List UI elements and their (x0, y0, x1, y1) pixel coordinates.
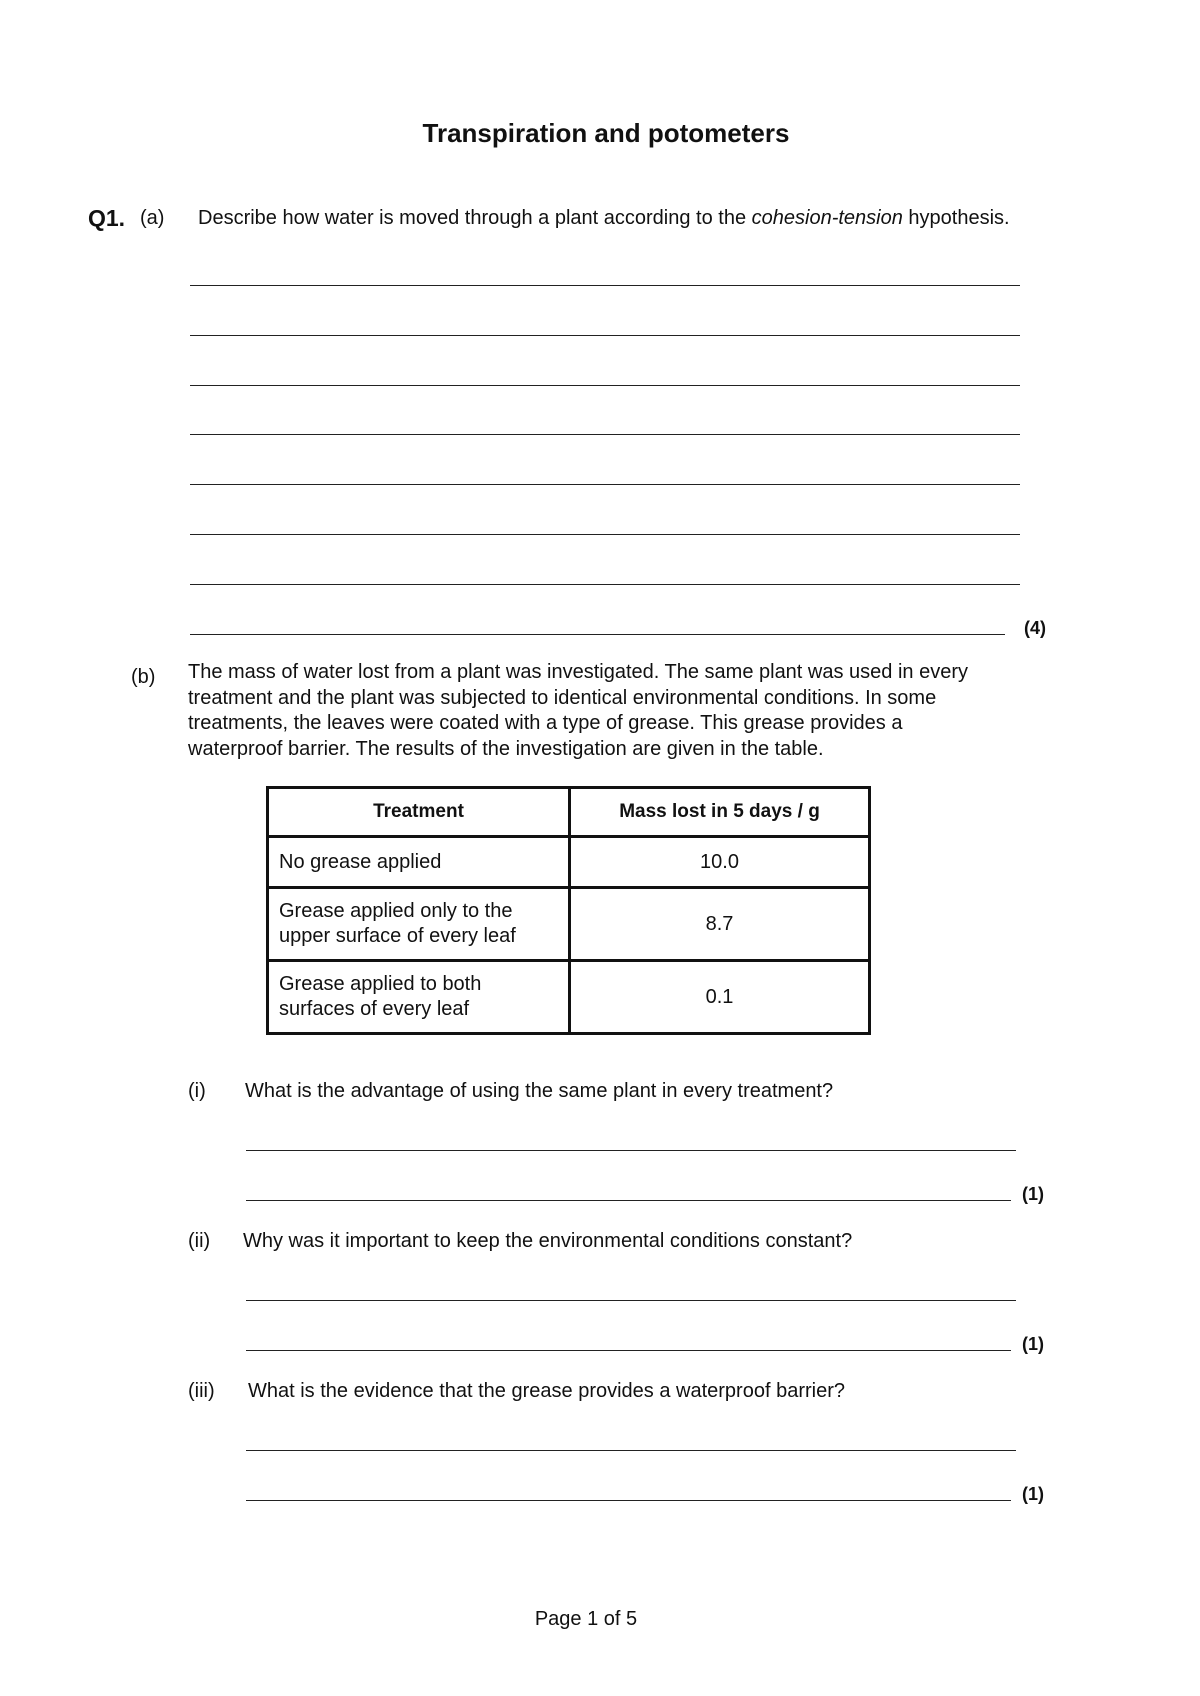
question-number: Q1. (88, 205, 126, 231)
part-iii-label: (iii) (188, 1380, 215, 1402)
treatment-cell (268, 961, 570, 1034)
answer-line[interactable] (190, 434, 1020, 435)
part-iii-question: What is the evidence that the grease provides a waterproof barrier? (248, 1380, 845, 1402)
answer-line[interactable] (190, 634, 1005, 635)
answer-line[interactable] (190, 484, 1020, 485)
mass-cell: 10.0 (570, 837, 870, 888)
answer-line[interactable] (246, 1150, 1016, 1151)
treatment-text: upper surface of every leaf (279, 925, 516, 947)
answer-line[interactable] (246, 1200, 1011, 1201)
answer-line[interactable] (246, 1500, 1011, 1501)
answer-line[interactable] (190, 335, 1020, 336)
part-a-text-before: Describe how water is moved through a plant according to the (198, 207, 752, 229)
marks-iii: (1) (1022, 1484, 1044, 1504)
answer-line[interactable] (190, 584, 1020, 585)
marks-ii: (1) (1022, 1334, 1044, 1354)
table-row (268, 837, 870, 888)
treatment-text: No grease applied (279, 850, 442, 873)
table-row (268, 961, 870, 1034)
marks-i: (1) (1022, 1184, 1044, 1204)
page-title: Transpiration and potometers (422, 118, 790, 148)
table-header-row (268, 788, 870, 837)
part-b-paragraph (188, 660, 1088, 762)
part-a-question (198, 206, 1010, 231)
table-row (268, 888, 870, 961)
part-ii-label: (ii) (188, 1230, 211, 1252)
treatment-text: Grease applied to both (279, 973, 482, 995)
treatment-text: surfaces of every leaf (279, 998, 470, 1020)
paragraph-line: treatment and the plant was subjected to identical environmental conditions. In some (188, 686, 937, 709)
part-a-text-italic: cohesion-tension (751, 207, 903, 229)
header-mass: Mass lost in 5 days / g (570, 788, 870, 837)
part-a-text-after: hypothesis. (902, 207, 1010, 229)
treatment-cell (268, 888, 570, 961)
treatment-text: Grease applied only to the (279, 900, 513, 922)
marks-a: (4) (1024, 618, 1046, 638)
part-ii-question: Why was it important to keep the environmental conditions constant? (243, 1230, 853, 1252)
treatment-cell (268, 837, 570, 888)
answer-line[interactable] (190, 385, 1020, 386)
answer-line[interactable] (246, 1350, 1011, 1351)
paragraph-line: waterproof barrier. The results of the investigation are given in the table. (188, 737, 824, 760)
part-i-label: (i) (188, 1080, 206, 1102)
mass-cell: 0.1 (570, 961, 870, 1034)
results-table (266, 786, 871, 1035)
header-treatment: Treatment (268, 788, 570, 837)
answer-line[interactable] (246, 1450, 1016, 1451)
part-a-label: (a) (140, 207, 165, 229)
answer-line[interactable] (246, 1300, 1016, 1301)
page-footer: Page 1 of 5 (534, 1608, 638, 1630)
part-i-question: What is the advantage of using the same plant in every treatment? (245, 1080, 834, 1102)
answer-line[interactable] (190, 285, 1020, 286)
paragraph-line: The mass of water lost from a plant was investigated. The same plant was used in every (188, 661, 968, 683)
answer-line[interactable] (190, 534, 1020, 535)
part-b-label: (b) (131, 666, 156, 688)
paragraph-line: treatments, the leaves were coated with a type of grease. This grease provides a (188, 712, 903, 734)
mass-cell: 8.7 (570, 888, 870, 961)
